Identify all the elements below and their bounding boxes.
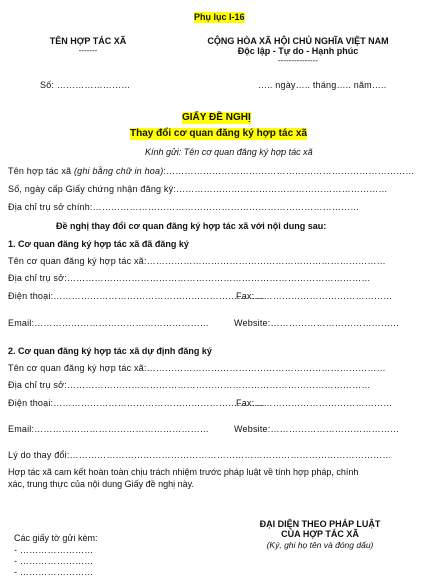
section2-fax-field: Fax:……………………………………… — [236, 398, 393, 408]
coop-name-field-fill: :……………………………………………………………………… — [163, 166, 415, 176]
commitment-line-2: xác, trung thực của nội dung Giấy đề nghị này. — [8, 479, 194, 489]
section1-agency-field: Tên cơ quan đăng ký hợp tác xã:…………………………………………………………………… — [8, 256, 386, 266]
recipient-line: Kính gửi: Tên cơ quan đăng ký hợp tác xã — [145, 147, 313, 157]
section2-agency-field: Tên cơ quan đăng ký hợp tác xã:…………………………………………………………………… — [8, 363, 386, 373]
section1-email-field: Email:………………………………………………… — [8, 318, 210, 328]
head-office-field-fill: …………………………………………………………………………… — [92, 202, 360, 212]
coop-name-field-label: Tên hợp tác xã — [8, 166, 74, 176]
section2-email-field: Email:………………………………………………… — [8, 424, 210, 434]
section1-website-field: Website:…………………………………… — [234, 318, 400, 328]
commitment-line-1: Hợp tác xã cam kết hoàn toàn chịu trách nhiệm trước pháp luật về tính hợp pháp, chính — [8, 467, 359, 477]
coop-name-header: TÊN HỢP TÁC XÃ — [49, 36, 127, 46]
section1-heading: 1. Cơ quan đăng ký hợp tác xã đã đăng ký — [8, 239, 189, 249]
registration-field-label: Số, ngày cấp Giấy chứng nhận đăng ký: — [8, 184, 177, 194]
document-title: GIẤY ĐỀ NGHỊ — [182, 112, 251, 123]
head-office-field — [8, 202, 359, 213]
attachments-label: Các giấy tờ gửi kèm: — [14, 533, 98, 543]
head-office-field-label: Địa chỉ trụ sở chính: — [8, 202, 93, 212]
signature-title-line-1: ĐẠI DIỆN THEO PHÁP LUẬT — [259, 519, 381, 529]
attachment-item: - …………………… — [14, 567, 94, 577]
registration-field-fill: …………………………………………………………… — [176, 184, 388, 194]
attachment-item: - …………………… — [14, 545, 94, 555]
section2-heading: 2. Cơ quan đăng ký hợp tác xã dự định đăng ký — [8, 346, 212, 356]
signature-title-line-2: CỦA HỢP TÁC XÃ — [281, 529, 359, 539]
coop-name-underline: ------- — [78, 46, 98, 55]
motto-underline: --------------- — [278, 56, 318, 65]
section1-address-field: Địa chỉ trụ sở:……………………………………………………………………………………… — [8, 273, 371, 283]
attachment-item: - …………………… — [14, 556, 94, 566]
appendix-label: Phụ lục I-16 — [194, 12, 245, 22]
republic-header: CỘNG HÒA XÃ HỘI CHỦ NGHĨA VIỆT NAM — [207, 36, 389, 46]
reason-field: Lý do thay đổi:…………………………………………………………………………………………… — [8, 450, 392, 460]
section1-phone-field: Điện thoại:…………………………………………………………… — [8, 291, 265, 301]
document-subtitle: Thay đổi cơ quan đăng ký hợp tác xã — [130, 128, 308, 139]
section2-website-field: Website:…………………………………… — [234, 424, 400, 434]
document-number: Số: …………………… — [40, 80, 131, 90]
coop-name-field-note: (ghi bằng chữ in hoa) — [73, 166, 164, 176]
request-heading: Đề nghị thay đổi cơ quan đăng ký hợp tác xã với nội dung sau: — [56, 221, 327, 231]
registration-field — [8, 184, 388, 195]
document-date: ….. ngày….. tháng….. năm….. — [258, 80, 387, 90]
signature-note: (Ký, ghi họ tên và đóng dấu) — [266, 540, 374, 550]
motto: Độc lập - Tự do - Hạnh phúc — [237, 46, 359, 56]
section2-address-field: Địa chỉ trụ sở:……………………………………………………………………………………… — [8, 380, 371, 390]
section2-phone-field: Điện thoại:…………………………………………………………… — [8, 398, 265, 408]
section1-fax-field: Fax:……………………………………… — [236, 291, 393, 301]
coop-name-field — [8, 166, 415, 177]
